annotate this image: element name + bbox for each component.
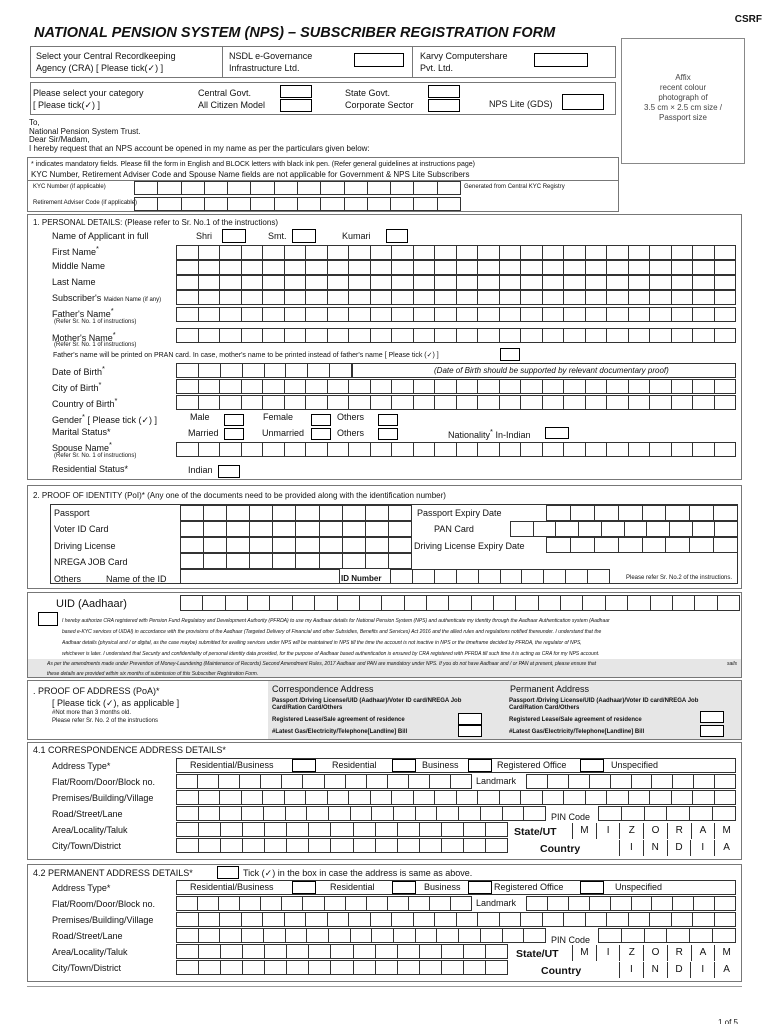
- poa-perm-opt2-label: Registered Lease/Sale agreement of residence: [509, 717, 642, 723]
- category-npslite-label: NPS Lite (GDS): [489, 99, 553, 109]
- uid-consent-line-4: whichever is later. I understand that Security and confidentiality of personal identity data provided, for the purpose of Aadhaar based authentication is ensured by CRA registered with PFRDA till such time it is acting as CRA for my NPS account.: [62, 651, 600, 657]
- uid-consent-line-3: Aadhaar details (physical and / or digital, as the case maybe) submitted for availing services under NPS will be maintained in NPS till the time the account is not inactive in NPS or the timeframe decided by PFRDA, the regulator of NPS,: [62, 640, 582, 646]
- male-label: Male: [190, 412, 210, 422]
- corr-road-label: Road/Street/Lane: [52, 809, 123, 819]
- permanent-address-title: 4.2 PERMANENT ADDRESS DETAILS*: [33, 868, 193, 878]
- perm-state-char: M: [572, 945, 596, 961]
- perm-country-char: A: [714, 962, 738, 978]
- poi-passport-label: Passport: [54, 508, 90, 518]
- maiden-name-boxes[interactable]: [176, 290, 736, 305]
- poa-perm-opt2-checkbox[interactable]: [700, 711, 724, 723]
- category-prompt-tick: [ Please tick(✓) ]: [33, 100, 101, 110]
- category-state-label: State Govt.: [345, 88, 391, 98]
- perm-country-label: Country: [541, 965, 582, 977]
- poi-nrega-boxes[interactable]: [180, 553, 412, 569]
- gender-others-checkbox[interactable]: [378, 414, 398, 426]
- corr-country-label: Country: [540, 843, 581, 855]
- cra-nsdl-label-2: Infrastructure Ltd.: [229, 63, 300, 73]
- unmarried-label: Unmarried: [262, 428, 305, 438]
- corr-type-reg-label: Registered Office: [497, 760, 567, 770]
- uid-note-line-2: these details are provided within six months of submission of this Subscriber Registration Form.: [47, 671, 259, 677]
- poa-corr-opt3-checkbox[interactable]: [458, 725, 482, 737]
- applicant-name-label: Name of Applicant in full: [52, 231, 149, 241]
- mother-name-label: Mother's Name: [52, 333, 113, 343]
- perm-country-char: D: [667, 962, 691, 978]
- corr-state-char: M: [714, 823, 738, 839]
- spouse-name-mandatory: *: [109, 440, 112, 449]
- cra-karvy-checkbox[interactable]: [534, 53, 588, 67]
- gender-mandatory: *: [82, 412, 85, 421]
- corr-premises-boxes[interactable]: [176, 790, 736, 805]
- photo-label-3: photograph of: [658, 93, 708, 102]
- poa-correspondence-heading: Correspondence Address: [272, 684, 374, 694]
- poa-corr-opt2-checkbox[interactable]: [458, 713, 482, 725]
- corr-type-res-label: Residential: [332, 760, 377, 770]
- kyc-label: KYC Number (if applicable): [33, 184, 106, 190]
- perm-type-unsp-label: Unspecified: [615, 882, 663, 892]
- perm-state-char: I: [596, 945, 620, 961]
- perm-pin-label: PIN Code: [551, 935, 591, 945]
- poa-ref-note: Please refer Sr. No. 2 of the instructions: [52, 718, 159, 724]
- category-central-label: Central Govt.: [198, 88, 252, 98]
- perm-type-res-bus-checkbox[interactable]: [292, 881, 316, 894]
- corr-type-res-bus-checkbox[interactable]: [292, 759, 316, 772]
- gender-others-label: Others: [337, 412, 365, 422]
- corr-country-char: I: [690, 840, 714, 856]
- corr-type-unsp-label: Unspecified: [611, 760, 659, 770]
- poa-corr-opt2-label: Registered Lease/Sale agreement of residence: [272, 717, 405, 723]
- middle-name-boxes[interactable]: [176, 260, 736, 275]
- poa-corr-opt1-label: Passport /Driving License/UID (Aadhaar)/Voter ID card/NREGA Job: [272, 698, 462, 704]
- poi-voter-label: Voter ID Card: [54, 524, 109, 534]
- country-of-birth-mandatory: *: [114, 396, 118, 405]
- poi-instructions-ref: Please refer Sr. No.2 of the instructions.: [626, 575, 733, 581]
- same-address-note: Tick (✓) in the box in case the address is same as above.: [243, 868, 473, 878]
- corr-premises-label: Premises/Building/Village: [52, 793, 154, 803]
- uid-number-boxes[interactable]: [180, 595, 740, 611]
- gender-label: Gender: [52, 415, 83, 425]
- mother-name-boxes[interactable]: [176, 328, 736, 343]
- mother-name-ref: (Refer Sr. No. 1 of instructions): [54, 342, 137, 348]
- perm-country-value: [619, 962, 738, 978]
- perm-state-value: [572, 945, 738, 961]
- photo-label-2: recent colour: [659, 83, 707, 92]
- first-name-mandatory: *: [96, 244, 99, 253]
- perm-flat-boxes[interactable]: [176, 896, 472, 911]
- poi-passport-expiry-boxes[interactable]: [546, 505, 738, 521]
- corr-type-res-checkbox[interactable]: [392, 759, 416, 772]
- poi-dl-expiry-boxes[interactable]: [546, 537, 738, 553]
- perm-area-boxes[interactable]: [176, 944, 508, 959]
- category-corporate-label: Corporate Sector: [345, 100, 414, 110]
- corr-state-char: Z: [619, 823, 643, 839]
- poi-dl-boxes[interactable]: [180, 537, 412, 553]
- father-name-ref: (Refer Sr. No. 1 of instructions): [54, 319, 137, 325]
- corr-landmark-label: Landmark: [476, 776, 517, 786]
- poi-id-number-boxes[interactable]: [390, 569, 610, 584]
- pran-mother-name-note: Father's name will be printed on PRAN card. In case, mother's name to be printed instead of father's name [ Please tick (✓) ]: [53, 352, 439, 359]
- poa-perm-opt3-checkbox[interactable]: [700, 725, 724, 737]
- perm-premises-label: Premises/Building/Village: [52, 915, 154, 925]
- retirement-adviser-label: Retirement Adviser Code (if applicable): [33, 200, 138, 206]
- nationality-label: Nationality: [448, 430, 491, 440]
- corr-state-char: O: [643, 823, 667, 839]
- father-name-mandatory: *: [110, 306, 114, 315]
- nationality-indian-checkbox[interactable]: [545, 427, 569, 439]
- notice-line-1: * indicates mandatory fields. Please fill the form in English and BLOCK letters with black ink pen. (Refer general guidelines at instructions page): [31, 161, 475, 168]
- perm-road-boxes[interactable]: [176, 928, 546, 943]
- corr-state-value: [572, 823, 738, 839]
- male-checkbox[interactable]: [224, 414, 244, 426]
- perm-road-label: Road/Street/Lane: [52, 931, 123, 941]
- gender-tick-note: [ Please tick (✓) ]: [87, 415, 158, 425]
- smt-checkbox[interactable]: [292, 229, 316, 243]
- corr-type-bus-checkbox[interactable]: [468, 759, 492, 772]
- perm-type-res-checkbox[interactable]: [392, 881, 416, 894]
- category-allcitizen-label: All Citizen Model: [198, 100, 266, 110]
- uid-consent-line-1: I hereby authorize CRA registered with Pension Fund Regulatory and Development Authority (PFRDA) to use my Aadhaar details for National Pension System (NPS) and authenticate my identity through the Aadhaar Authentication system (Aadhaar: [62, 618, 610, 624]
- last-name-label: Last Name: [52, 277, 96, 287]
- perm-type-bus-checkbox[interactable]: [468, 881, 492, 894]
- spouse-name-boxes[interactable]: [176, 442, 736, 457]
- photo-label-5: Passport size: [658, 113, 708, 122]
- perm-city-label: City/Town/District: [52, 963, 122, 973]
- last-name-boxes[interactable]: [176, 275, 736, 290]
- corr-country-char: N: [643, 840, 667, 856]
- letter-salutation: Dear Sir/Madam,: [29, 135, 90, 144]
- father-name-boxes[interactable]: [176, 307, 736, 322]
- corr-pin-label: PIN Code: [551, 812, 591, 822]
- photo-label-4: 3.5 cm × 2.5 cm size /: [643, 103, 723, 112]
- corr-country-value: [619, 840, 738, 856]
- perm-state-char: A: [691, 945, 715, 961]
- perm-type-res-bus-label: Residential/Business: [190, 882, 274, 892]
- corr-flat-boxes[interactable]: [176, 774, 472, 789]
- corr-road-boxes[interactable]: [176, 806, 546, 821]
- poa-title: . PROOF OF ADDRESS (PoA)*: [33, 686, 160, 696]
- corr-area-boxes[interactable]: [176, 822, 508, 837]
- corr-city-label: City/Town/District: [52, 841, 122, 851]
- letter-block: [29, 119, 370, 153]
- perm-flat-label: Flat/Room/Door/Block no.: [52, 899, 156, 909]
- uid-consent-line-2: based e-KYC services of UIDAI) in accordance with the provisions of the Aadhaar (Targeted Delivery of Financial and other Subsidies, Benefits and Services) Act 2016 and the allied rules and regulations notified thereunder. I understand that the: [62, 629, 602, 635]
- poi-dl-expiry-label: Driving License Expiry Date: [414, 541, 525, 551]
- category-allcitizen-checkbox[interactable]: [280, 99, 312, 112]
- poi-dl-label: Driving License: [54, 541, 116, 551]
- perm-state-char: M: [714, 945, 738, 961]
- shri-label: Shri: [196, 231, 213, 241]
- retirement-adviser-boxes[interactable]: [134, 197, 461, 211]
- maiden-name-label: Subscriber's: [52, 293, 102, 303]
- perm-landmark-label: Landmark: [476, 898, 517, 908]
- kyc-generated-note: Generated from Central KYC Registry: [464, 184, 565, 190]
- shri-checkbox[interactable]: [222, 229, 246, 243]
- poi-voter-boxes[interactable]: [180, 521, 412, 537]
- dob-mandatory: *: [102, 364, 105, 373]
- corr-country-char: D: [667, 840, 691, 856]
- perm-type-res-label: Residential: [330, 882, 375, 892]
- perm-state-char: O: [643, 945, 667, 961]
- dob-label: Date of Birth: [52, 367, 103, 377]
- kyc-number-boxes[interactable]: [134, 181, 461, 195]
- cra-prompt-tick: Agency (CRA) [ Please tick(✓) ]: [36, 63, 164, 73]
- poa-permanent-heading: Permanent Address: [510, 684, 590, 694]
- proof-of-identity-title: 2. PROOF OF IDENTITY (PoI)* (Any one of the documents need to be provided along with the identification number): [33, 491, 446, 500]
- perm-state-label: State/UT: [516, 948, 559, 960]
- female-label: Female: [263, 412, 294, 422]
- kumari-checkbox[interactable]: [386, 229, 408, 243]
- corr-type-bus-label: Business: [422, 760, 459, 770]
- uid-consent-checkbox[interactable]: [38, 612, 58, 626]
- uid-consent-text: [62, 616, 742, 660]
- dob-note: (Date of Birth should be supported by relevant documentary proof): [434, 366, 669, 375]
- perm-type-reg-label: Registered Office: [494, 882, 564, 892]
- form-code: CSRF: [734, 14, 762, 25]
- corr-country-char: I: [619, 840, 643, 856]
- poi-passport-expiry-label: Passport Expiry Date: [417, 508, 502, 518]
- residential-indian-checkbox[interactable]: [218, 465, 240, 478]
- perm-address-type-label: Address Type*: [52, 883, 111, 893]
- same-address-checkbox[interactable]: [217, 866, 239, 879]
- cra-prompt: Select your Central Recordkeeping: [36, 51, 176, 61]
- perm-country-char: I: [690, 962, 714, 978]
- corr-flat-label: Flat/Room/Door/Block no.: [52, 777, 156, 787]
- letter-request: I hereby request that an NPS account be opened in my name as per the particulars given below:: [29, 143, 370, 153]
- married-checkbox[interactable]: [224, 428, 244, 440]
- poa-corr-opt1-label-2: Card/Ration Card/Others: [272, 705, 343, 711]
- poa-perm-opt3-label: #Latest Gas/Electricity/Telephone[Landline] Bill: [509, 729, 645, 735]
- perm-pin-boxes[interactable]: [598, 928, 736, 943]
- category-state-checkbox[interactable]: [428, 85, 460, 98]
- residential-status-label: Residential Status*: [52, 464, 129, 474]
- perm-type-reg-checkbox[interactable]: [580, 881, 604, 894]
- city-of-birth-label: City of Birth: [52, 383, 99, 393]
- corr-country-char: A: [714, 840, 738, 856]
- form-title: NATIONAL PENSION SYSTEM (NPS) – SUBSCRIBER REGISTRATION FORM: [34, 25, 556, 41]
- perm-state-char: R: [667, 945, 691, 961]
- poi-passport-boxes[interactable]: [180, 505, 412, 521]
- dob-boxes[interactable]: [176, 363, 352, 378]
- corr-city-boxes[interactable]: [176, 838, 508, 853]
- perm-city-boxes[interactable]: [176, 960, 508, 975]
- poi-name-of-id-box[interactable]: [180, 569, 340, 584]
- poi-nrega-label: NREGA JOB Card: [54, 557, 128, 567]
- corr-type-reg-checkbox[interactable]: [580, 759, 604, 772]
- uid-note-tail: sails: [727, 661, 738, 667]
- nationality-indian-label: In-Indian: [495, 430, 531, 440]
- category-corporate-checkbox[interactable]: [428, 99, 460, 112]
- photo-label-1: Affix: [675, 73, 691, 82]
- corr-landmark-boxes[interactable]: [526, 774, 736, 789]
- uid-note-line-1: As per the amendments made under Prevention of Money-Laundering (Maintenance of Records) Second Amendment Rules, 2017 Aadhaar and PAN are mandatory under NPS. If you do not have Aadhaar and / or PAN at present, please ensure that: [47, 661, 597, 667]
- married-label: Married: [188, 428, 219, 438]
- marital-status-label: Marital Status*: [52, 427, 111, 437]
- spouse-name-label: Spouse Name: [52, 443, 110, 453]
- residential-indian-label: Indian: [188, 465, 213, 475]
- corr-area-label: Area/Locality/Taluk: [52, 825, 128, 835]
- middle-name-label: Middle Name: [52, 261, 106, 271]
- letter-addressee: National Pension System Trust.: [29, 126, 141, 136]
- poa-perm-opt1-label-2: Card/Ration Card/Others: [509, 705, 580, 711]
- smt-label: Smt.: [268, 231, 287, 241]
- page-number: 1 of 5: [717, 1018, 738, 1024]
- personal-details-title: 1. PERSONAL DETAILS: (Please refer to Sr. No.1 of the instructions): [33, 218, 278, 227]
- corr-state-char: I: [596, 823, 620, 839]
- corr-state-char: A: [691, 823, 715, 839]
- letter-to: To,: [29, 118, 40, 127]
- city-of-birth-boxes[interactable]: [176, 379, 736, 394]
- pran-mother-name-checkbox[interactable]: [500, 348, 520, 361]
- poi-name-of-id-label: Name of the ID: [106, 574, 167, 584]
- country-of-birth-label: Country of Birth: [52, 399, 115, 409]
- uid-title: UID (Aadhaar): [56, 598, 127, 610]
- poi-pan-label: PAN Card: [434, 524, 474, 534]
- corr-address-type-label: Address Type*: [52, 761, 111, 771]
- cra-karvy-label-2: Pvt. Ltd.: [420, 63, 454, 73]
- unmarried-checkbox[interactable]: [311, 428, 331, 440]
- maiden-name-sub: Maiden Name (if any): [103, 297, 162, 303]
- first-name-label: First Name: [52, 247, 97, 257]
- kumari-label: Kumari: [342, 231, 371, 241]
- spouse-name-ref: (Refer Sr. No. 1 of instructions): [54, 453, 137, 459]
- perm-country-char: I: [619, 962, 643, 978]
- marital-others-checkbox[interactable]: [378, 428, 398, 440]
- corr-state-char: M: [572, 823, 596, 839]
- poa-perm-opt1-label: Passport /Driving License/UID (Aadhaar)/Voter ID card/NREGA Job: [509, 698, 699, 704]
- perm-state-char: Z: [619, 945, 643, 961]
- category-npslite-checkbox[interactable]: [562, 94, 604, 110]
- cra-karvy-label: Karvy Computershare: [420, 51, 508, 61]
- poi-pan-boxes[interactable]: [510, 521, 738, 537]
- poa-corr-opt3-label: #Latest Gas/Electricity/Telephone[Landline] Bill: [272, 729, 408, 735]
- perm-landmark-boxes[interactable]: [526, 896, 736, 911]
- poa-tick-note: [ Please tick (✓), as applicable ]: [52, 698, 180, 708]
- perm-area-label: Area/Locality/Taluk: [52, 947, 128, 957]
- correspondence-address-title: 4.1 CORRESPONDENCE ADDRESS DETAILS*: [33, 745, 226, 755]
- corr-type-res-bus-label: Residential/Business: [190, 760, 274, 770]
- nationality-mandatory: *: [490, 427, 493, 436]
- corr-pin-boxes[interactable]: [598, 806, 736, 821]
- perm-type-bus-label: Business: [424, 882, 461, 892]
- poi-others-label: Others: [54, 574, 82, 584]
- cra-nsdl-checkbox[interactable]: [354, 53, 404, 67]
- mother-name-mandatory: *: [112, 330, 116, 339]
- corr-state-label: State/UT: [514, 826, 557, 838]
- poi-id-number-label: ID Number: [341, 574, 382, 583]
- perm-premises-boxes[interactable]: [176, 912, 736, 927]
- perm-country-char: N: [643, 962, 667, 978]
- category-prompt: Please select your category: [33, 88, 144, 98]
- marital-others-label: Others: [337, 428, 365, 438]
- poa-not-more-note: #Not more than 3 months old.: [52, 710, 132, 716]
- female-checkbox[interactable]: [311, 414, 331, 426]
- city-of-birth-mandatory: *: [98, 380, 102, 389]
- category-central-checkbox[interactable]: [280, 85, 312, 98]
- country-of-birth-boxes[interactable]: [176, 395, 736, 410]
- father-name-label: Father's Name: [52, 309, 111, 319]
- cra-nsdl-label: NSDL e-Governance: [229, 51, 313, 61]
- first-name-boxes[interactable]: [176, 245, 736, 260]
- corr-state-char: R: [667, 823, 691, 839]
- photo-box: [621, 38, 745, 164]
- notice-line-2: KYC Number, Retirement Adviser Code and Spouse Name fields are not applicable for Government & NPS Lite Subscribers: [31, 170, 470, 179]
